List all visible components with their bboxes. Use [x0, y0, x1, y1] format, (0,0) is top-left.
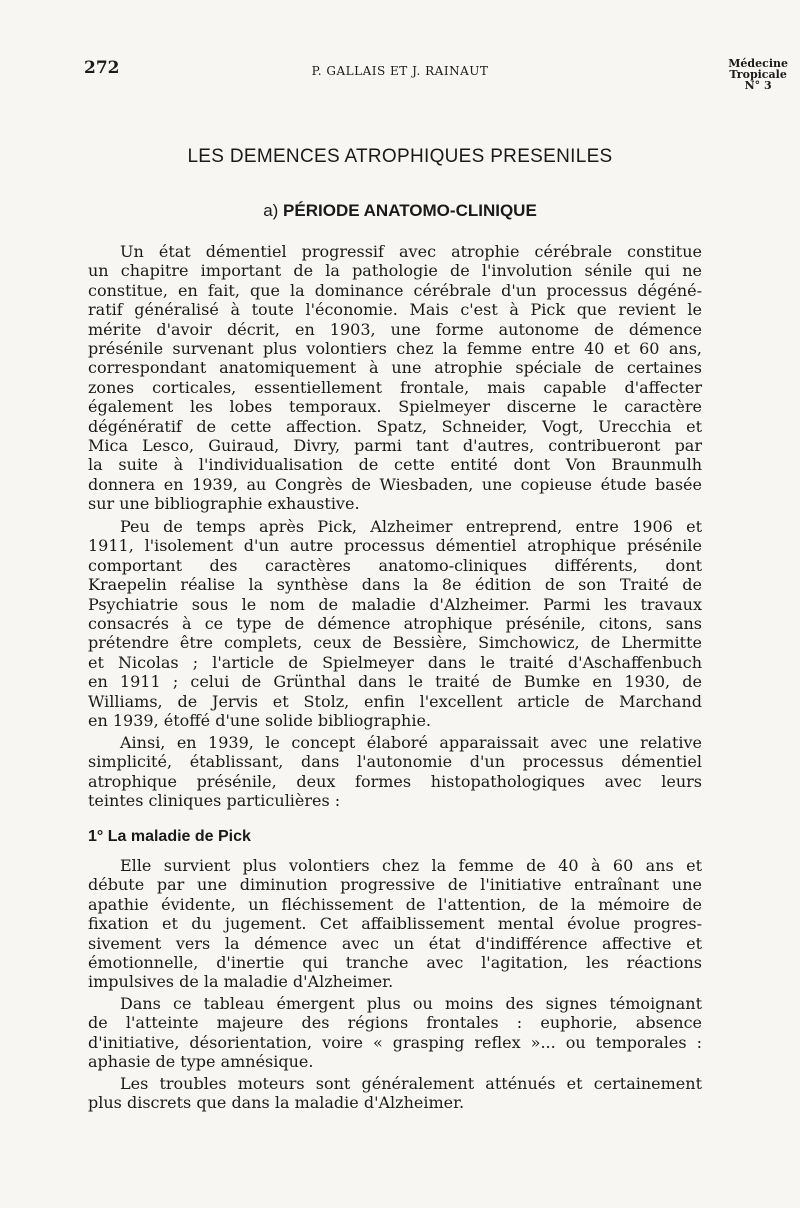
text-line: atrophique présénile, deux formes histopathologiques avec leurs — [88, 771, 702, 791]
text-line: débute par une diminution progressive de l'initiative entraînant une — [88, 875, 702, 895]
journal-label — [728, 58, 788, 91]
journal-name-line1: Médecine — [728, 57, 788, 70]
text-line: Mica Lesco, Guiraud, Divry, parmi tant d'autres, contribueront par — [88, 435, 702, 455]
text-line: Un état démentiel progressif avec atrophie cérébrale constitue — [120, 242, 702, 261]
section-label: a) — [263, 201, 279, 220]
text-line: dégénératif de cette affection. Spatz, Schneider, Vogt, Urecchia et — [88, 416, 702, 436]
paragraph-1 — [88, 242, 702, 513]
text-line: Dans ce tableau émergent plus ou moins des signes témoignant — [120, 994, 702, 1013]
text-line: émotionnelle, d'inertie qui tranche avec l'agitation, les réactions — [88, 952, 702, 972]
text-line: apathie évidente, un fléchissement de l'attention, de la mémoire de — [88, 894, 702, 914]
text-line: plus discrets que dans la maladie d'Alzheimer. — [88, 1093, 465, 1113]
text-line: zones corticales, essentiellement frontale, mais capable d'affecter — [88, 377, 702, 397]
text-line: également les lobes temporaux. Spielmeyer discerne le caractère — [88, 397, 702, 417]
text-line: prétendre être complets, ceux de Bessière, Simchowicz, de Lhermitte — [88, 633, 702, 653]
running-head: P. GALLAIS ET J. RAINAUT — [311, 64, 489, 78]
text-line: Williams, de Jervis et Stolz, enfin l'excellent article de Marchand — [88, 691, 702, 711]
text-line: 1911, l'isolement d'un autre processus démentiel atrophique présénile — [88, 536, 702, 556]
text-line: constitue, en fait, que la dominance cérébrale d'un processus dégéné- — [88, 280, 702, 300]
text-line: Les troubles moteurs sont généralement atténués et certainement — [120, 1074, 702, 1093]
text-line: en 1911 ; celui de Grünthal dans le traité de Bumke en 1930, de — [88, 672, 702, 692]
text-line: ratif généralisé à toute l'économie. Mais c'est à Pick que revient le — [88, 300, 702, 320]
paragraph-4 — [88, 856, 702, 992]
paragraph-2 — [88, 517, 702, 730]
subheading-pick-disease: 1° La maladie de Pick — [88, 828, 251, 845]
text-line: simplicité, établissant, dans l'autonomie d'un processus démentiel — [88, 752, 702, 772]
text-line: Ainsi, en 1939, le concept élaboré apparaissait avec une relative — [120, 733, 702, 752]
text-line: d'initiative, désorientation, voire « grasping reflex »... ou temporales : — [88, 1032, 702, 1052]
section-title: PÉRIODE ANATOMO-CLINIQUE — [283, 201, 537, 220]
text-line: sivement vers la démence avec un état d'indifférence affective et — [88, 933, 702, 953]
text-line: un chapitre important de la pathologie de l'involution sénile qui ne — [88, 261, 702, 281]
text-line: comportant des caractères anatomo-cliniques différents, dont — [88, 555, 702, 575]
text-line: en 1939, étoffé d'une solide bibliographie. — [88, 710, 431, 730]
text-line: consacrés à ce type de démence atrophique présénile, citons, sans — [88, 613, 702, 633]
text-line: la suite à l'individualisation de cette entité dont Von Braunmulh — [88, 455, 702, 475]
text-line: teintes cliniques particulières : — [88, 791, 341, 811]
text-line: sur une bibliographie exhaustive. — [88, 494, 360, 514]
text-line: aphasie de type amnésique. — [88, 1052, 314, 1072]
text-line: Elle survient plus volontiers chez la femme de 40 à 60 ans et — [120, 856, 702, 875]
journal-name-line2: Tropicale — [729, 68, 787, 81]
text-line: correspondant anatomiquement à une atrophie spéciale de certaines — [88, 358, 702, 378]
text-line: Psychiatrie sous le nom de maladie d'Alzheimer. Parmi les travaux — [88, 594, 702, 614]
section-heading — [0, 201, 800, 221]
journal-issue: N° 3 — [744, 79, 772, 92]
text-line: présénile survenant plus volontiers chez la femme entre 40 et 60 ans, — [88, 338, 702, 358]
paragraph-5 — [88, 994, 702, 1072]
paragraph-6 — [88, 1074, 702, 1113]
article-title: LES DEMENCES ATROPHIQUES PRESENILES — [187, 146, 613, 167]
text-line: fixation et du jugement. Cet affaiblissement mental évolue progres- — [88, 914, 702, 934]
text-line: et Nicolas ; l'article de Spielmeyer dans le traité d'Aschaffenbuch — [88, 652, 702, 672]
text-line: Kraepelin réalise la synthèse dans la 8e édition de son Traité de — [88, 575, 702, 595]
page-number: 272 — [84, 58, 120, 78]
text-line: Peu de temps après Pick, Alzheimer entreprend, entre 1906 et — [120, 517, 702, 536]
text-line: impulsives de la maladie d'Alzheimer. — [88, 972, 394, 992]
text-line: mérite d'avoir décrit, en 1903, une forme autonome de démence — [88, 319, 702, 339]
paragraph-3 — [88, 733, 702, 811]
text-line: de l'atteinte majeure des régions frontales : euphorie, absence — [88, 1013, 702, 1033]
text-line: donnera en 1939, au Congrès de Wiesbaden, une copieuse étude basée — [88, 474, 702, 494]
